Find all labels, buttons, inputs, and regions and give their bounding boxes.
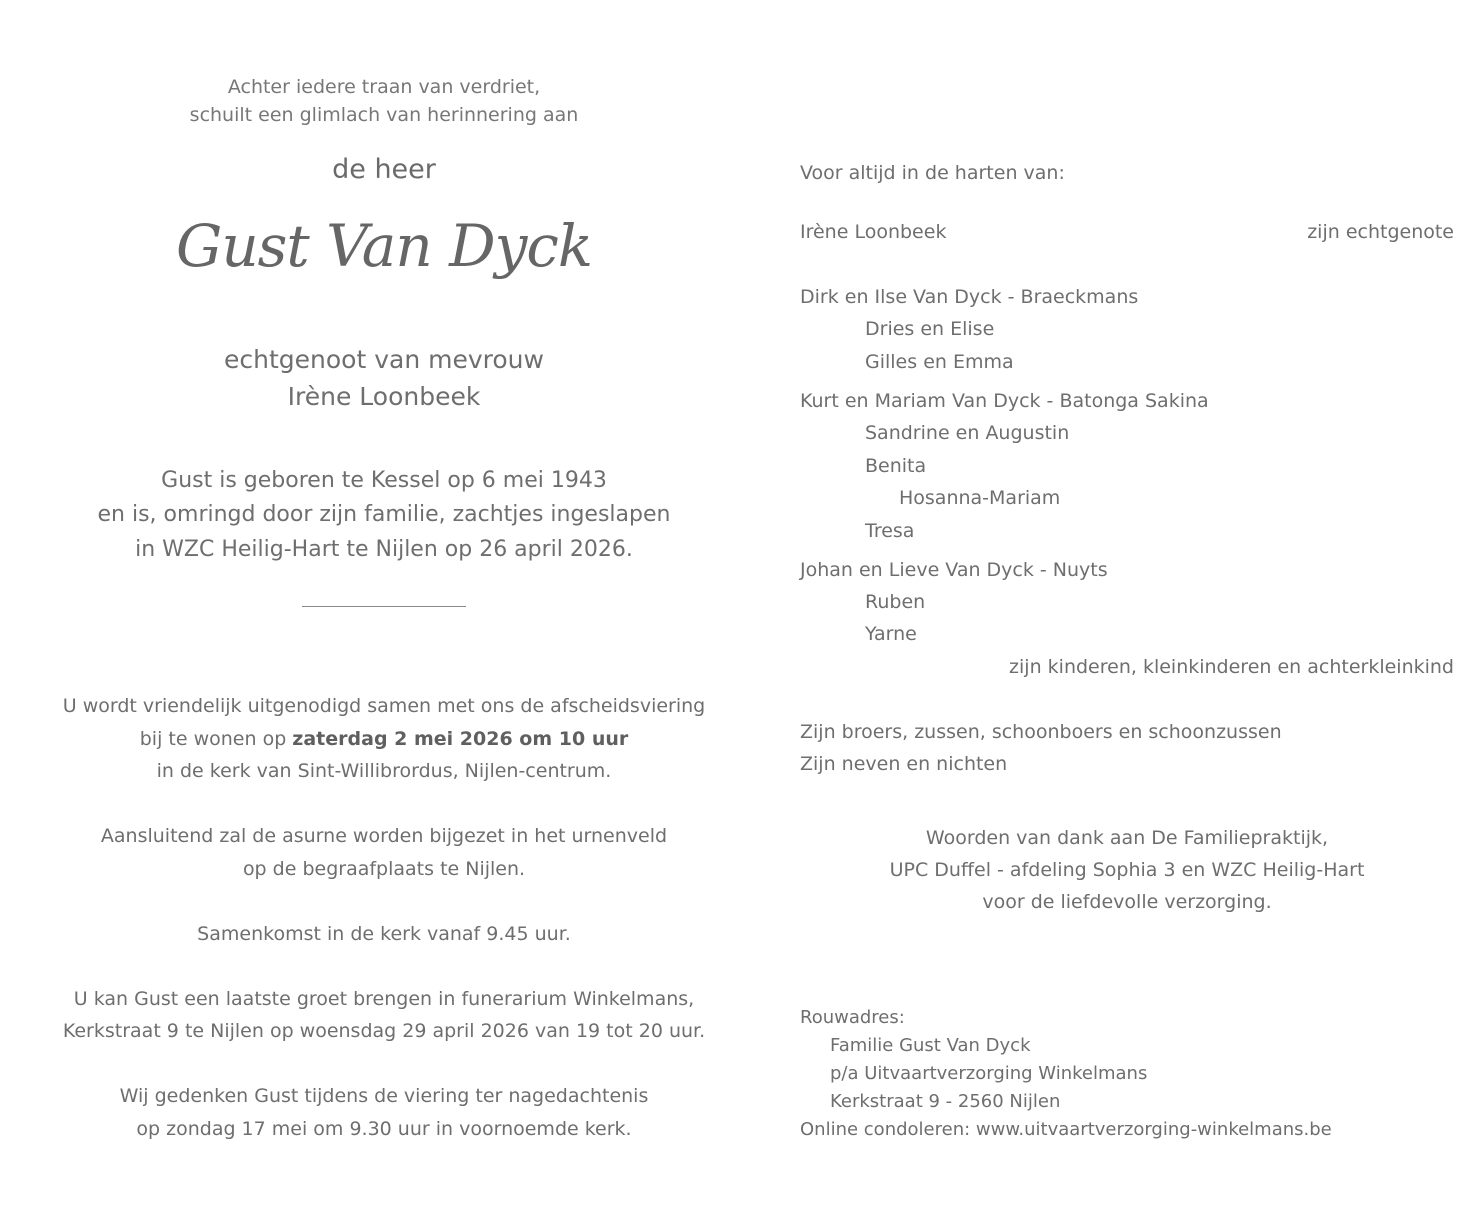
spouse-role: zijn echtgenote xyxy=(1307,221,1454,243)
invite-line-2-text: bij te wonen op xyxy=(139,728,293,750)
visit-line-2: Kerkstraat 9 te Nijlen op woensdag 29 april 2026 van 19 tot 20 uur. xyxy=(62,1020,706,1042)
family-3-child-1: Ruben xyxy=(865,591,926,613)
gathering-line: Samenkomst in de kerk vanaf 9.45 uur. xyxy=(197,923,571,945)
birth-line-3: in WZC Heilig-Hart te Nijlen op 26 april 2026. xyxy=(135,537,633,562)
urn-line-2: op de begraafplaats te Nijlen. xyxy=(242,858,526,880)
family-heading: Voor altijd in de harten van: xyxy=(800,162,1065,184)
address-line-2: p/a Uitvaartverzorging Winkelmans xyxy=(830,1063,1148,1084)
thanks-line-1: Woorden van dank aan De Familiepraktijk, xyxy=(925,827,1329,849)
title-de-heer: de heer xyxy=(332,154,436,185)
family-1-child-1: Dries en Elise xyxy=(865,318,995,340)
quote-line-1: Achter iedere traan van verdriet, xyxy=(227,76,541,98)
family-2: Kurt en Mariam Van Dyck - Batonga Sakina xyxy=(800,390,1209,412)
spouse-line-2: Irène Loonbeek xyxy=(287,382,481,411)
quote-line-2: schuilt een glimlach van herinnering aan xyxy=(189,104,579,126)
urn-line-1: Aansluitend zal de asurne worden bijgezet in het urnenveld xyxy=(100,825,668,847)
thanks-line-2: UPC Duffel - afdeling Sophia 3 en WZC Heilig-Hart xyxy=(889,859,1365,881)
birth-line-1: Gust is geboren te Kessel op 6 mei 1943 xyxy=(161,468,607,493)
family-2-child-3: Tresa xyxy=(865,520,915,542)
address-label: Rouwadres: xyxy=(800,1007,905,1028)
family-2-child-2: Benita xyxy=(865,455,927,477)
family-3: Johan en Lieve Van Dyck - Nuyts xyxy=(800,559,1108,581)
invite-line-2 xyxy=(30,723,738,756)
thanks-line-3: voor de liefdevolle verzorging. xyxy=(982,891,1272,913)
cousins-line: Zijn neven en nichten xyxy=(800,753,1008,775)
spouse-name: Irène Loonbeek xyxy=(800,221,947,243)
deceased-name: Gust Van Dyck xyxy=(175,212,593,280)
spouse-line-1: echtgenoot van mevrouw xyxy=(224,345,544,374)
invite-line-1: U wordt vriendelijk uitgenodigd samen met ons de afscheidsviering xyxy=(62,695,706,717)
visit-line-1: U kan Gust een laatste groet brengen in funerarium Winkelmans, xyxy=(73,988,695,1010)
family-3-child-2: Yarne xyxy=(865,623,917,645)
ceremony-date: zaterdag 2 mei 2026 om 10 uur xyxy=(292,728,629,750)
children-role: zijn kinderen, kleinkinderen en achterkleinkind xyxy=(1009,656,1454,678)
address-line-3: Kerkstraat 9 - 2560 Nijlen xyxy=(830,1091,1061,1112)
family-2-child-1: Sandrine en Augustin xyxy=(865,422,1070,444)
online-condolence: Online condoleren: www.uitvaartverzorging-winkelmans.be xyxy=(800,1119,1332,1140)
family-2-grandchild: Hosanna-Mariam xyxy=(899,487,1061,509)
memorial-line-1: Wij gedenken Gust tijdens de viering ter nagedachtenis xyxy=(119,1085,649,1107)
siblings-line: Zijn broers, zussen, schoonboers en schoonzussen xyxy=(800,721,1282,743)
divider-line xyxy=(302,606,466,607)
address-line-1: Familie Gust Van Dyck xyxy=(830,1035,1031,1056)
family-1-child-2: Gilles en Emma xyxy=(865,351,1014,373)
birth-line-2: en is, omringd door zijn familie, zachtjes ingeslapen xyxy=(97,502,671,527)
family-1: Dirk en Ilse Van Dyck - Braeckmans xyxy=(800,286,1139,308)
invite-line-3: in de kerk van Sint-Willibrordus, Nijlen-centrum. xyxy=(156,760,612,782)
memorial-line-2: op zondag 17 mei om 9.30 uur in voornoemde kerk. xyxy=(136,1118,632,1140)
